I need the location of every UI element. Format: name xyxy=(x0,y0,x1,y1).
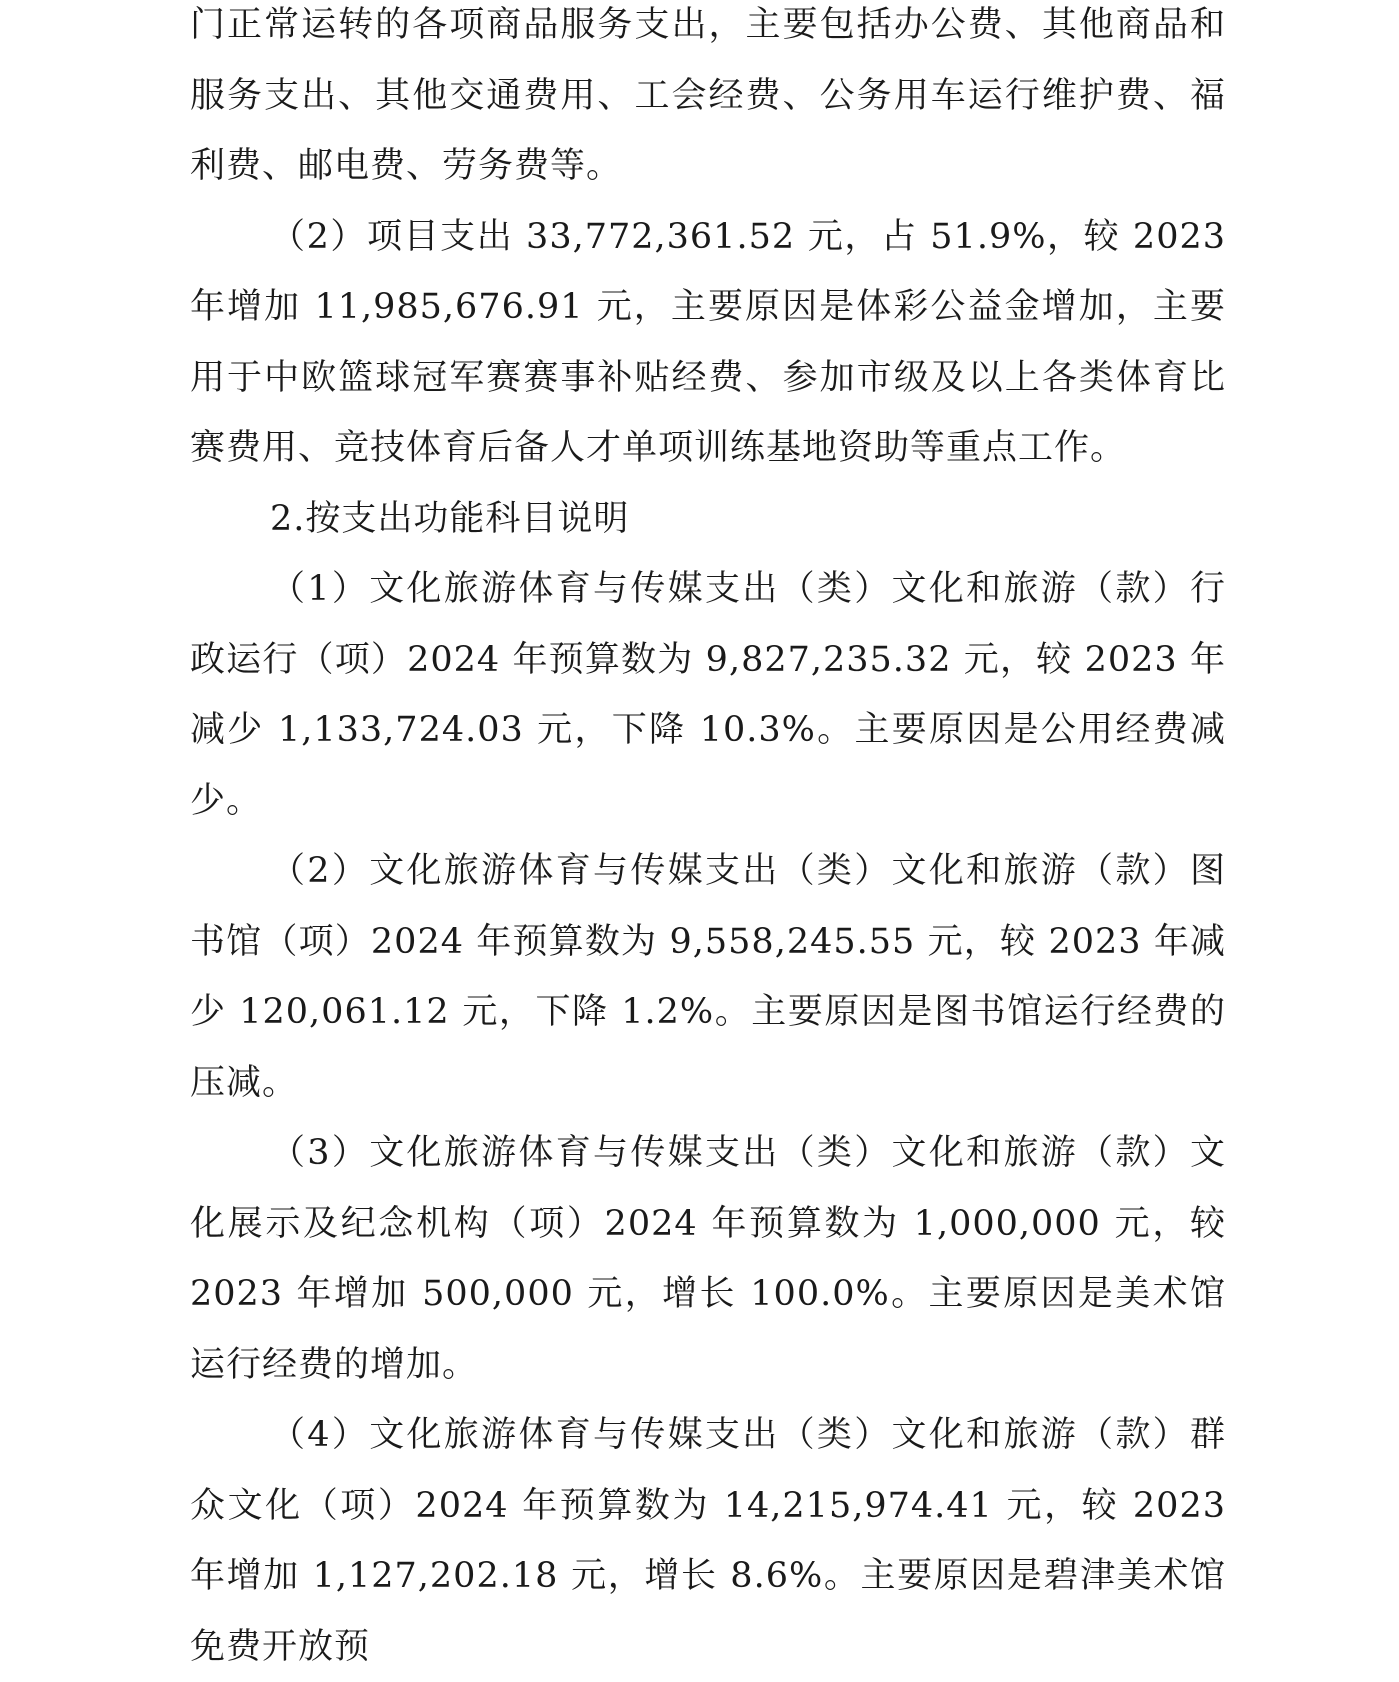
document-body xyxy=(190,0,1226,1682)
paragraph-item-4-mass-culture: （4）文化旅游体育与传媒支出（类）文化和旅游（款）群众文化（项）2024 年预算数为 14,215,974.41 元，较 2023 年增加 1,127,202.18 元，增长 8.6%。主要原因是碧津美术馆免费开放预 xyxy=(190,1415,1226,1667)
paragraph-item-3-exhibition-memorial: （3）文化旅游体育与传媒支出（类）文化和旅游（款）文化展示及纪念机构（项）2024 年预算数为 1,000,000 元，较 2023 年增加 500,000 元，增长 100.0%。主要原因是美术馆运行经费的增加。 xyxy=(190,1133,1226,1385)
paragraph-project-expenditure: （2）项目支出 33,772,361.52 元，占 51.9%，较 2023 年增加 11,985,676.91 元，主要原因是体彩公益金增加，主要用于中欧篮球冠军赛赛事补贴经费、参加市级及以上各类体育比赛费用、竞技体育后备人才单项训练基地资助等重点工作。 xyxy=(190,216,1226,468)
paragraph-item-1-administrative-operation: （1）文化旅游体育与传媒支出（类）文化和旅游（款）行政运行（项）2024 年预算数为 9,827,235.32 元，较 2023 年减少 1,133,724.03 元，下降 10.3%。主要原因是公用经费减少。 xyxy=(190,569,1226,821)
paragraph-continuation: 门正常运转的各项商品服务支出，主要包括办公费、其他商品和服务支出、其他交通费用、工会经费、公务用车运行维护费、福利费、邮电费、劳务费等。 xyxy=(190,5,1226,186)
section-heading-functional-subjects: 2.按支出功能科目说明 xyxy=(270,498,630,539)
paragraph-item-2-library: （2）文化旅游体育与传媒支出（类）文化和旅游（款）图书馆（项）2024 年预算数为 9,558,245.55 元，较 2023 年减少 120,061.12 元，下降 1.2%。主要原因是图书馆运行经费的压减。 xyxy=(190,851,1226,1103)
